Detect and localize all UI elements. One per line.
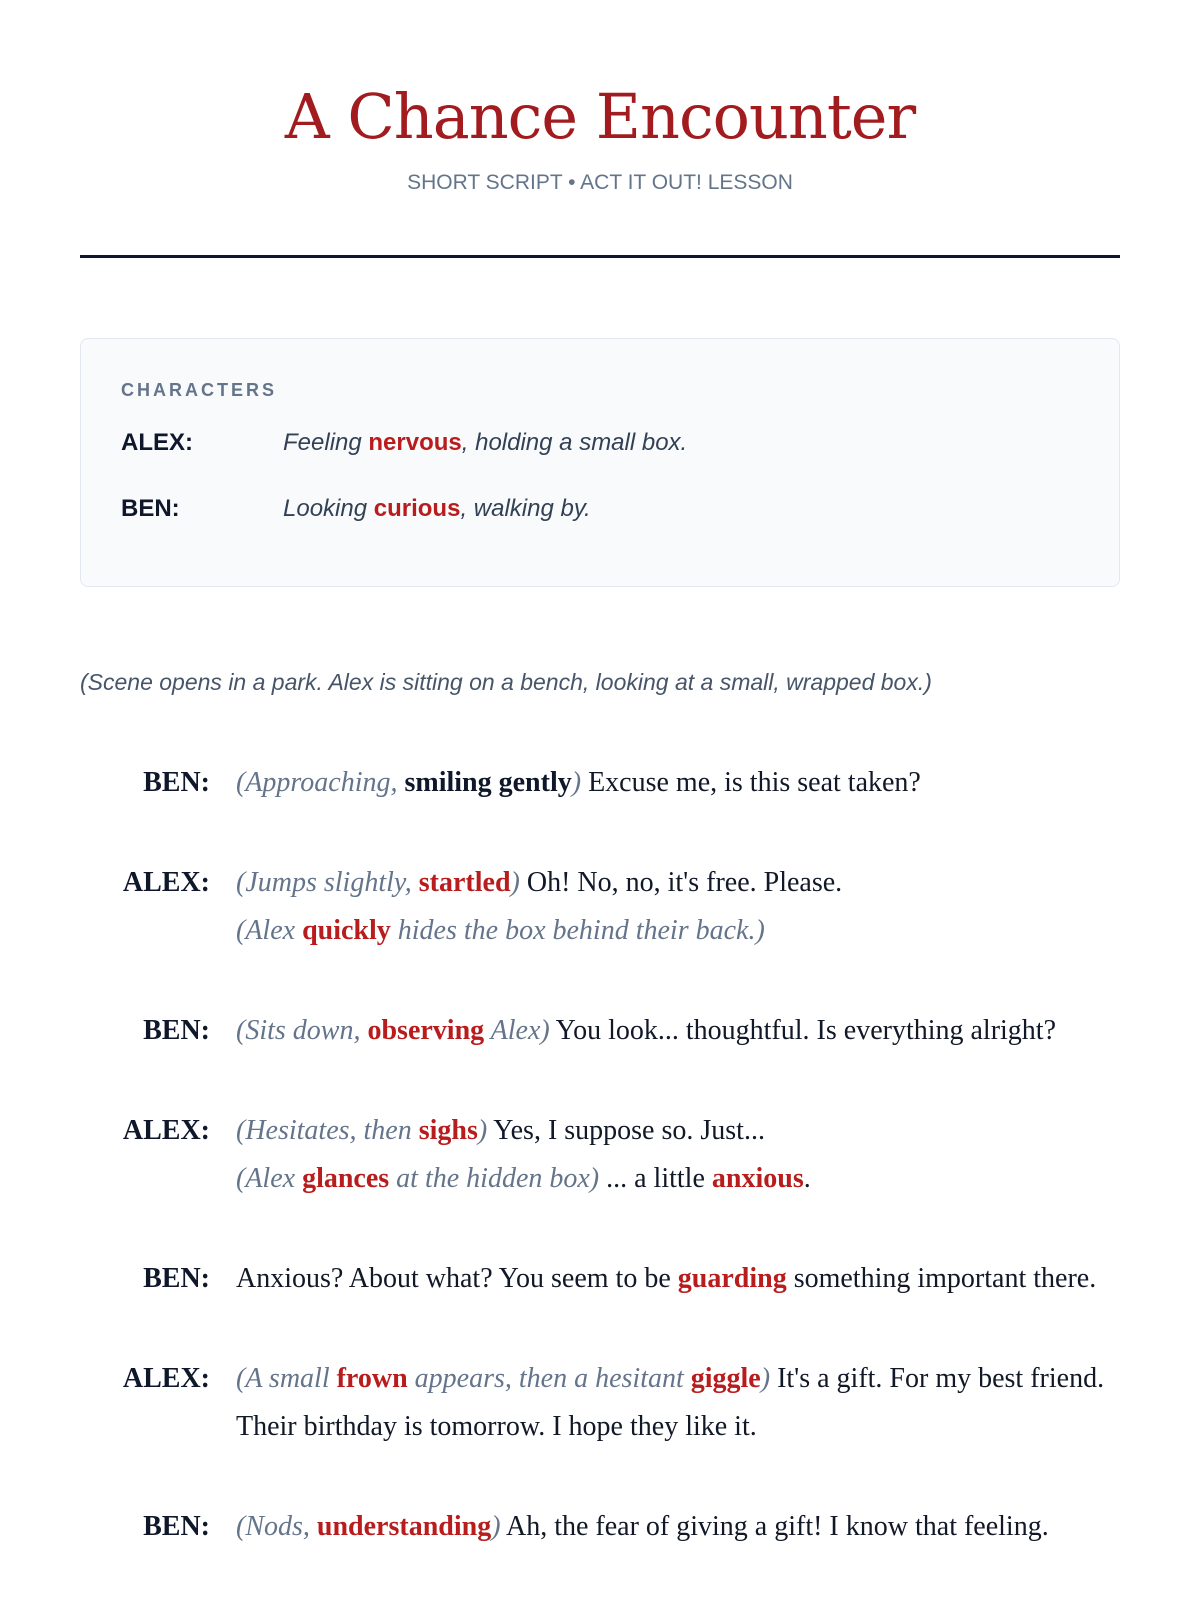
- spoken-text: It's a gift. For my best friend. Their birthday is tomorrow. I hope they like it.: [236, 1363, 1105, 1442]
- keyword: frown: [336, 1363, 408, 1394]
- speaker-name: BEN:: [143, 767, 210, 798]
- keyword: observing: [367, 1015, 485, 1046]
- speaker-name: ALEX:: [122, 1115, 210, 1146]
- script-page: [80, 0, 1120, 1603]
- spoken-text: Ah, the fear of giving a gift! I know that feeling.: [500, 1511, 1049, 1542]
- keyword: glances: [302, 1163, 390, 1194]
- keyword: guarding: [677, 1263, 787, 1294]
- stage-direction: [236, 1115, 487, 1146]
- stage-direction: [236, 1511, 501, 1542]
- keyword: understanding: [316, 1511, 492, 1542]
- spoken-text: .: [803, 1163, 811, 1194]
- dialogue-line: [80, 759, 1120, 807]
- speaker-name: ALEX:: [122, 1363, 210, 1394]
- spoken-text: something important there.: [786, 1263, 1097, 1294]
- dialogue: [80, 759, 1120, 1551]
- direction-text: (Jumps slightly,: [236, 867, 419, 898]
- keyword: giggle: [690, 1363, 761, 1394]
- spoken-text: Oh! No, no, it's free. Please.: [519, 867, 843, 898]
- direction-text: Alex): [484, 1015, 550, 1046]
- spoken-text: You look... thoughtful. Is everything alright?: [549, 1015, 1057, 1046]
- character-description: [283, 427, 687, 459]
- character-row-alex: [121, 427, 1079, 459]
- keyword: nervous: [368, 429, 462, 456]
- dialogue-line: [80, 1355, 1120, 1451]
- speech: [236, 1007, 1120, 1055]
- characters-panel: [80, 338, 1120, 587]
- spoken-text: Excuse me, is this seat taken?: [581, 767, 921, 798]
- direction-text: ): [571, 767, 582, 798]
- speech: [236, 1355, 1120, 1451]
- script-subtitle: SHORT SCRIPT • ACT IT OUT! LESSON: [407, 171, 793, 194]
- direction-text: (Approaching,: [236, 767, 405, 798]
- keyword: startled: [418, 867, 511, 898]
- speech: [236, 759, 1120, 807]
- stage-direction: [236, 915, 765, 946]
- keyword: sighs: [418, 1115, 478, 1146]
- dialogue-line: [80, 859, 1120, 955]
- stage-direction: [236, 1163, 599, 1194]
- scene-direction: (Scene opens in a park. Alex is sitting on a bench, looking at a small, wrapped box.): [80, 669, 932, 695]
- speech: [236, 1255, 1120, 1303]
- speaker-name: BEN:: [143, 1015, 210, 1046]
- direction-text: ): [760, 1363, 771, 1394]
- character-row-ben: [121, 493, 1079, 525]
- script-title: A Chance Encounter: [284, 80, 916, 153]
- keyword: curious: [373, 495, 461, 522]
- direction-text: ): [510, 867, 520, 898]
- spoken-text: ... a little: [599, 1163, 712, 1194]
- speech: [236, 1107, 1120, 1203]
- stage-direction: [236, 767, 581, 798]
- direction-text: ): [477, 1115, 488, 1146]
- dialogue-line: [80, 1503, 1120, 1551]
- speaker-name: BEN:: [143, 1511, 210, 1542]
- direction-text: (Alex: [236, 1163, 303, 1194]
- desc-text: Feeling: [283, 429, 369, 456]
- stage-direction: [236, 1363, 770, 1394]
- desc-text: Looking: [283, 495, 374, 522]
- dialogue-line: [80, 1007, 1120, 1055]
- direction-text: at the hidden box): [389, 1163, 600, 1194]
- direction-text: hides the box behind their back.): [390, 915, 765, 946]
- character-name: BEN:: [121, 495, 180, 522]
- keyword: anxious: [711, 1163, 804, 1194]
- stage-direction: [236, 867, 520, 898]
- direction-text: (Hesitates, then: [236, 1115, 419, 1146]
- character-description: [283, 493, 591, 525]
- character-name: ALEX:: [121, 429, 193, 456]
- direction-text: (A small: [236, 1363, 337, 1394]
- stage-direction: [236, 1015, 550, 1046]
- direction-text: appears, then a hesitant: [407, 1363, 691, 1394]
- direction-text: ): [491, 1511, 501, 1542]
- dialogue-line: [80, 1255, 1120, 1303]
- spoken-text: Yes, I suppose so. Just...: [487, 1115, 765, 1146]
- emphasis: smiling gently: [404, 767, 572, 798]
- characters-heading: CHARACTERS: [121, 380, 277, 400]
- direction-text: (Sits down,: [236, 1015, 368, 1046]
- speech: [236, 859, 1120, 955]
- speaker-name: BEN:: [143, 1263, 210, 1294]
- dialogue-line: [80, 1107, 1120, 1203]
- desc-text: , walking by.: [460, 495, 591, 522]
- speech: [236, 1503, 1120, 1551]
- spoken-text: Anxious? About what? You seem to be: [236, 1263, 678, 1294]
- direction-text: (Nods,: [236, 1511, 317, 1542]
- speaker-name: ALEX:: [122, 867, 210, 898]
- header-divider: [80, 255, 1120, 258]
- desc-text: , holding a small box.: [461, 429, 688, 456]
- keyword: quickly: [302, 915, 391, 946]
- direction-text: (Alex: [236, 915, 303, 946]
